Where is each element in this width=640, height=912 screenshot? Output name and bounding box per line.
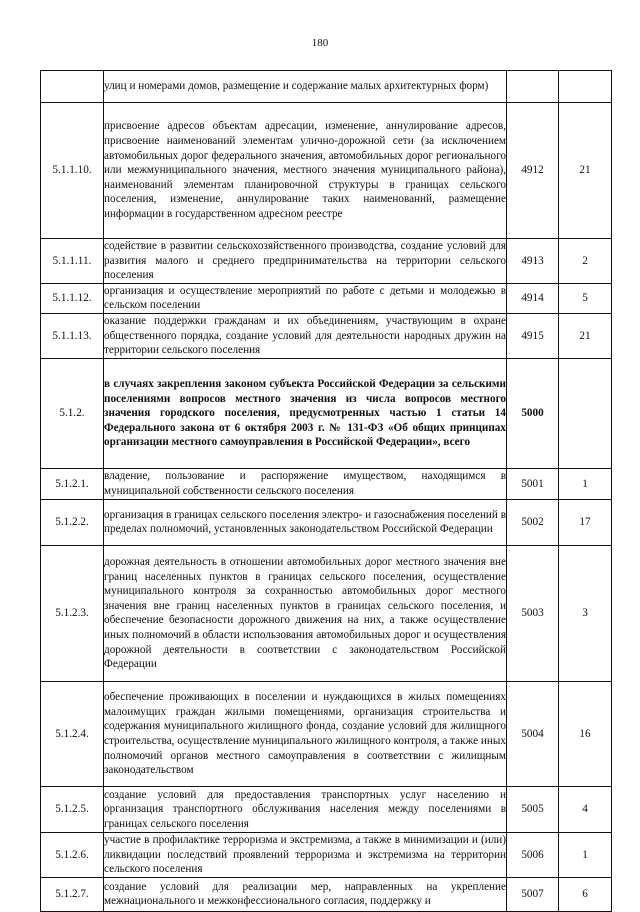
table-row [41,681,612,786]
row-code-cell: 5000 [507,358,559,468]
row-number-cell: 5.1.1.11. [41,239,104,284]
row-description-cell: оказание поддержки гражданам и их объединениям, участвующим в охране общественного порядка, создание условий для деятельности народных дружин на территории сельского поселения [104,313,507,358]
table-row [41,239,612,284]
row-description-cell: присвоение адресов объектам адресации, изменение, аннулирование адресов, присвоение наименований элементам улично-дорожной сети (за исключением автомобильных дорог федерального значения, автомобильных дорог регионального или межмуниципального значения, местного значения муниципального района), наименований элементам планировочной структуры в границах сельского поселения, изменение, аннулирование таких наименований, размещение информации в государственном адресном реестре [104,103,507,239]
table-row [41,877,612,911]
row-number-cell: 5.1.2.3. [41,545,104,681]
row-code-cell: 4913 [507,239,559,284]
data-table [40,70,612,912]
row-description-cell: улиц и номерами домов, размещение и содержание малых архитектурных форм) [104,71,507,103]
row-code-cell: 5006 [507,832,559,877]
row-code-cell: 5003 [507,545,559,681]
row-number-cell: 5.1.2. [41,358,104,468]
table-row [41,358,612,468]
row-quantity-cell: 21 [559,103,612,239]
row-description-cell: организация и осуществление мероприятий по работе с детьми и молодежью в сельском поселении [104,283,507,313]
row-description-cell: содействие в развитии сельскохозяйственного производства, создание условий для развития малого и среднего предпринимательства на территории сельского поселения [104,239,507,284]
row-description-cell: дорожная деятельность в отношении автомобильных дорог местного значения вне границ населенных пунктов в границах сельского поселения, осуществление муниципального контроля за сохранностью автомобильных дорог местного значения вне границ населенных пунктов в границах сельского поселения, и обеспечение безопасности дорожного движения на них, а также осуществление иных полномочий в области использования автомобильных дорог и осуществления дорожной деятельности в соответствии с законодательством Российской Федерации [104,545,507,681]
row-number-cell [41,71,104,103]
row-code-cell: 5004 [507,681,559,786]
row-code-cell: 5002 [507,499,559,545]
row-code-cell: 5005 [507,786,559,832]
row-number-cell: 5.1.2.5. [41,786,104,832]
row-code-cell: 5001 [507,468,559,499]
row-quantity-cell: 21 [559,313,612,358]
row-number-cell: 5.1.2.2. [41,499,104,545]
row-description-cell: участие в профилактике терроризма и экстремизма, а также в минимизации и (или) ликвидации последствий проявлений терроризма и экстремизма на территории сельского поселения [104,832,507,877]
row-quantity-cell [559,358,612,468]
row-number-cell: 5.1.2.7. [41,877,104,911]
table-row [41,468,612,499]
row-code-cell: 4915 [507,313,559,358]
row-quantity-cell: 4 [559,786,612,832]
table-row [41,786,612,832]
row-number-cell: 5.1.1.10. [41,103,104,239]
row-description-cell: создание условий для предоставления транспортных услуг населению и организация транспортного обслуживания населения между поселениями в границах сельского поселения [104,786,507,832]
row-quantity-cell: 6 [559,877,612,911]
row-number-cell: 5.1.2.1. [41,468,104,499]
row-number-cell: 5.1.1.12. [41,283,104,313]
row-number-cell: 5.1.2.6. [41,832,104,877]
row-quantity-cell [559,71,612,103]
row-quantity-cell: 3 [559,545,612,681]
row-code-cell: 4914 [507,283,559,313]
table-row [41,545,612,681]
row-number-cell: 5.1.2.4. [41,681,104,786]
row-code-cell: 5007 [507,877,559,911]
row-description-cell: обеспечение проживающих в поселении и нуждающихся в жилых помещениях малоимущих граждан жилыми помещениями, организация строительства и содержания муниципального жилищного фонда, создание условий для жилищного строительства, осуществление муниципального жилищного контроля, а также иных полномочий органов местного самоуправления в соответствии с жилищным законодательством [104,681,507,786]
table-body [41,71,612,912]
row-quantity-cell: 17 [559,499,612,545]
table-row [41,313,612,358]
row-description-cell: владение, пользование и распоряжение имуществом, находящимся в муниципальной собственности сельского поселения [104,468,507,499]
row-code-cell: 4912 [507,103,559,239]
table-row [41,283,612,313]
page-number: 180 [311,37,329,49]
row-number-cell: 5.1.1.13. [41,313,104,358]
table-row [41,832,612,877]
table-row [41,71,612,103]
row-quantity-cell: 16 [559,681,612,786]
table-row [41,499,612,545]
row-quantity-cell: 1 [559,832,612,877]
row-description-cell: организация в границах сельского поселения электро- и газоснабжения поселений в пределах полномочий, установленных законодательством Российской Федерации [104,499,507,545]
row-quantity-cell: 2 [559,239,612,284]
row-quantity-cell: 1 [559,468,612,499]
row-quantity-cell: 5 [559,283,612,313]
row-description-cell: создание условий для реализации мер, направленных на укрепление межнационального и межконфессионального согласия, поддержку и [104,877,507,911]
row-code-cell [507,71,559,103]
table-row [41,103,612,239]
row-description-cell: в случаях закрепления законом субъекта Российской Федерации за сельскими поселениями вопросов местного значения из числа вопросов местного значения городского поселения, предусмотренных частью 1 статьи 14 Федерального закона от 6 октября 2003 г. № 131-ФЗ «Об общих принципах организации местного самоуправления в Российской Федерации», всего [104,358,507,468]
